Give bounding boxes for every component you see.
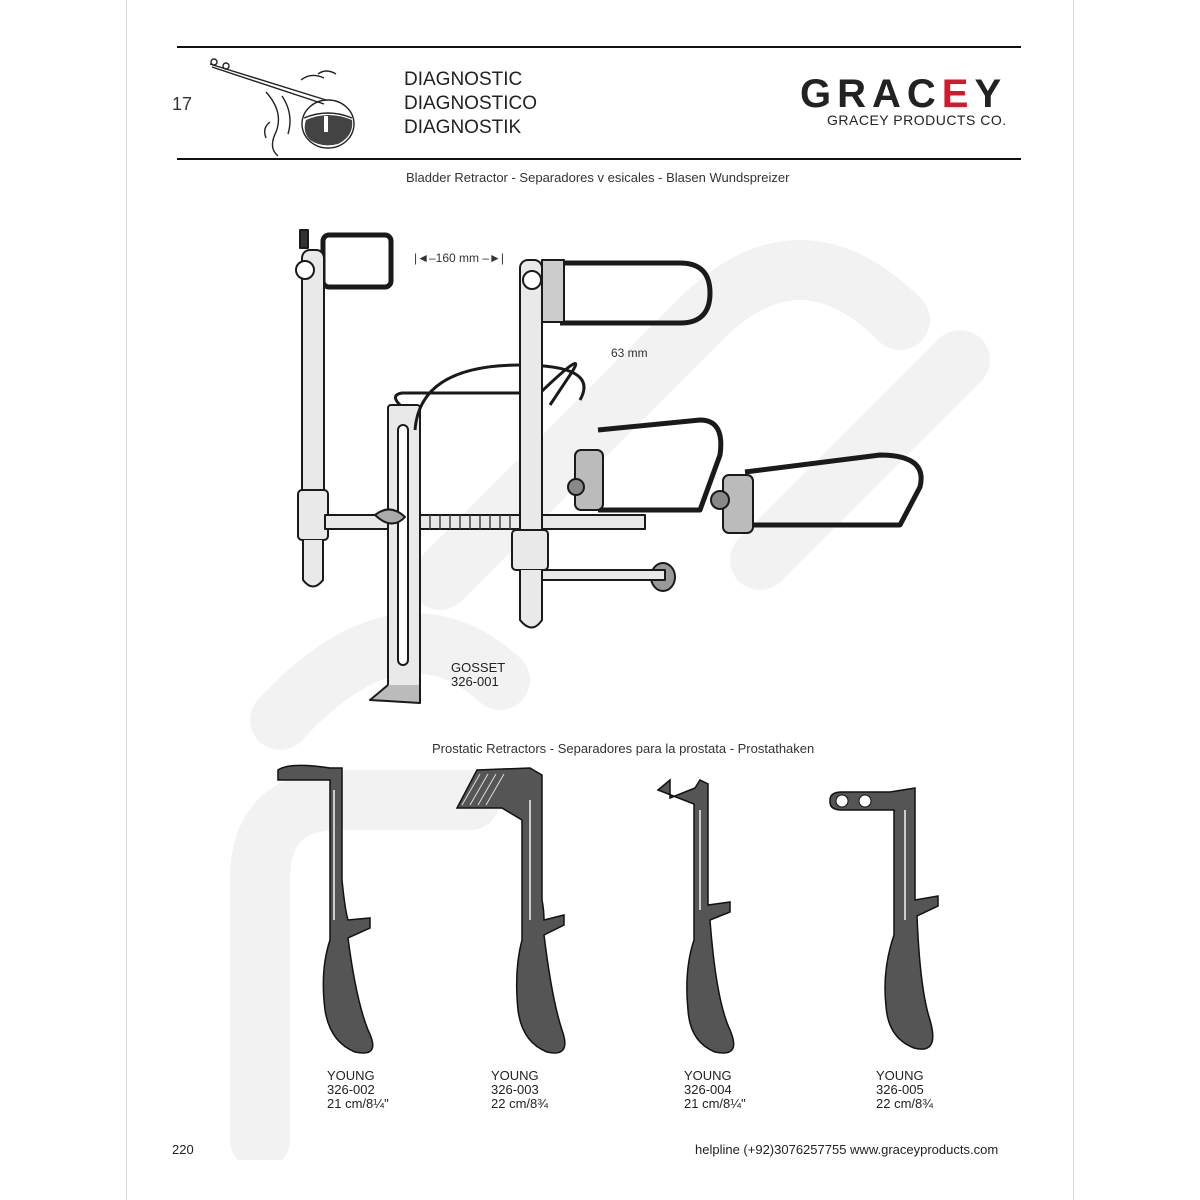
dimension-depth-label: 63 mm [611, 346, 648, 360]
page-number: 220 [172, 1142, 194, 1157]
product-size: 22 cm/8¾ [876, 1096, 934, 1111]
product-name: GOSSET [451, 660, 506, 675]
young-retractor-326-002-illustration [270, 760, 390, 1060]
product-code: 326-003 [491, 1082, 539, 1097]
logo-wordmark: GRACEY [800, 72, 1008, 116]
young-326-002-label [327, 1069, 389, 1111]
young-retractor-326-004-illustration [650, 770, 760, 1060]
logo-subtitle: GRACEY PRODUCTS CO. [827, 112, 1007, 128]
prostatic-section-caption: Prostatic Retractors - Separadores para la prostata - Prostathaken [432, 741, 815, 756]
header-rule-top [177, 46, 1021, 48]
title-spanish: DIAGNOSTICO [404, 93, 538, 114]
gracey-logo [800, 72, 1030, 132]
gosset-product-label [451, 661, 505, 689]
product-code: 326-002 [327, 1082, 375, 1097]
young-retractor-326-003-illustration [452, 760, 572, 1060]
title-german: DIAGNOSTIK [404, 117, 522, 138]
product-name: YOUNG [491, 1068, 539, 1083]
young-326-005-label [876, 1069, 933, 1111]
bladder-section-caption: Bladder Retractor - Separadores v esicales - Blasen Wundspreizer [406, 170, 790, 185]
product-code: 326-004 [684, 1082, 732, 1097]
product-code: 326-005 [876, 1082, 924, 1097]
gosset-retractor-illustration [280, 225, 930, 720]
young-326-004-label [684, 1069, 746, 1111]
product-size: 22 cm/8¾ [491, 1096, 549, 1111]
product-size: 21 cm/8¼" [684, 1096, 746, 1111]
product-code: 326-001 [451, 674, 499, 689]
young-326-003-label [491, 1069, 548, 1111]
product-name: YOUNG [684, 1068, 732, 1083]
section-titles [404, 68, 537, 140]
young-retractor-326-005-illustration [820, 770, 940, 1060]
product-size: 21 cm/8¼" [327, 1096, 389, 1111]
helpline-contact: helpline (+92)3076257755 www.graceyproducts.com [695, 1142, 999, 1157]
title-english: DIAGNOSTIC [404, 69, 523, 90]
header-diagnostic-illustration [206, 52, 366, 157]
product-name: YOUNG [327, 1068, 375, 1083]
chapter-number: 17 [172, 94, 193, 114]
product-name: YOUNG [876, 1068, 924, 1083]
dimension-width-label: |◄–160 mm –►| [414, 251, 505, 265]
header-rule-bottom [177, 158, 1021, 160]
